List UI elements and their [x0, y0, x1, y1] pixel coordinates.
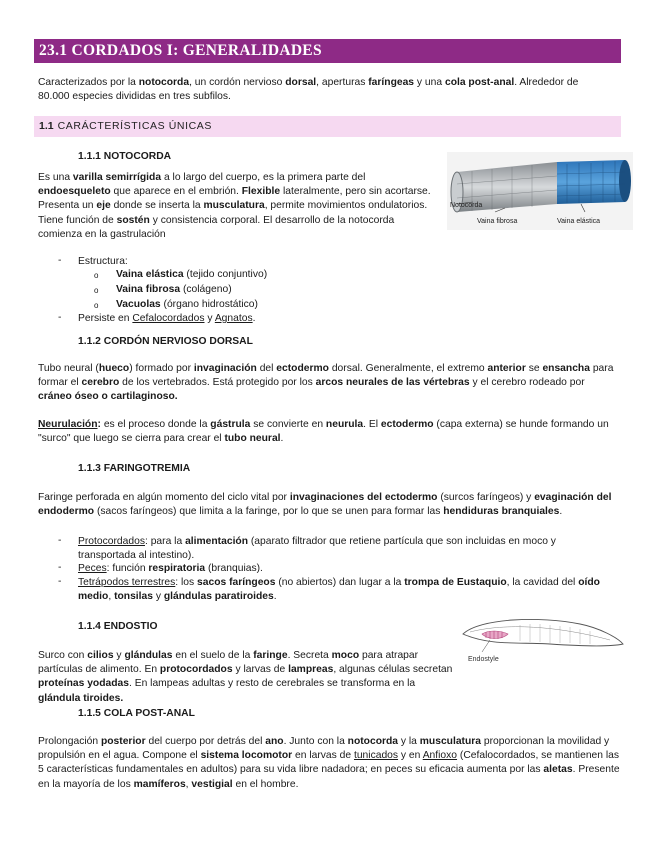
text-run: , [108, 591, 115, 603]
bold-term: posterior [100, 736, 146, 747]
section-label: CARÁCTERÍSTICAS ÚNICAS [57, 120, 212, 132]
underlined-term: Cefalocordados [132, 313, 205, 324]
text-run: Tubo neural ( [38, 363, 99, 374]
text-run: que aparece en el embrión. [110, 186, 242, 198]
text-run: . Junto con la [283, 736, 348, 747]
cola-heading: 1.1.5 COLA POST-ANAL [78, 708, 195, 719]
text-run: (sacos faríngeos) que limita a la faringe, por lo que se unen para formar las [94, 506, 444, 518]
list-dash: - [58, 535, 62, 546]
bold-term: gástrula [210, 419, 251, 430]
bold-term: glándulas [124, 650, 173, 661]
text-run: Prolongación [38, 736, 101, 747]
bold-term: oído medio [78, 577, 600, 603]
bold-term: Vacuolas [116, 299, 161, 310]
bold-term: notocorda [347, 736, 399, 747]
structure-item [116, 268, 267, 282]
underlined-term: tunicados [353, 750, 399, 762]
endostyle-illustration [460, 614, 626, 670]
faringo-item [78, 562, 263, 576]
faringo-item [78, 535, 598, 563]
bold-term: musculatura [419, 736, 481, 747]
text-run: de los vertebrados. Está protegido por los [119, 377, 316, 389]
text-run: es el proceso donde la [100, 419, 211, 430]
text-run: . Presente en la mayoría de los [38, 764, 620, 790]
list-dash: - [58, 312, 62, 323]
bold-term: faringe [253, 650, 288, 661]
bold-term: protocordados [159, 664, 233, 676]
text-run: Caracterizados por la [38, 77, 139, 88]
text-run: . [273, 591, 277, 603]
bold-term: hendiduras branquiales [443, 506, 560, 518]
bold-term: ectodermo [380, 419, 434, 430]
notocorda-illustration [447, 152, 633, 230]
bold-term: aletas [543, 764, 573, 776]
bold-term: invaginación [193, 363, 257, 374]
bold-term: lampreas [288, 664, 334, 676]
underlined-term: Peces [78, 563, 107, 574]
endostio-paragraph [38, 650, 452, 704]
text-run: donde se inserta la [110, 200, 204, 212]
text-run: : para la [144, 536, 186, 547]
text-run: . El [363, 419, 381, 430]
faringotremia-heading: 1.1.3 FARINGOTREMIA [78, 463, 191, 474]
bold-term: glándula tiroides. [38, 692, 124, 704]
endostio-heading: 1.1.4 ENDOSTIO [78, 621, 158, 632]
text-run: para atrapar partículas de alimento. En [38, 650, 419, 676]
bold-term: proteínas yodadas [38, 678, 129, 690]
bold-term: vestigial [191, 778, 233, 790]
text-run: se convierte en [250, 419, 326, 430]
bold-term: alimentación [185, 536, 249, 547]
text-run: y [152, 591, 164, 603]
text-run: (órgano hidrostático) [160, 299, 258, 310]
text-run: y la [398, 736, 420, 747]
label-endostyle: Endostyle [468, 656, 499, 663]
bold-term: dorsal [285, 77, 317, 88]
bold-term: : [97, 419, 101, 430]
text-run: Persiste en [78, 313, 133, 324]
text-run: proporcionan la movilidad y propulsión en el agua. Compone el [38, 736, 610, 762]
text-run: a lo largo del cuerpo, es la primera parte del [161, 172, 366, 183]
cola-paragraph [38, 735, 620, 792]
text-run: (surcos faríngeos) y [437, 492, 535, 503]
notocorda-paragraph [38, 171, 434, 242]
structure-label: Estructura: [78, 256, 128, 267]
bold-term: neurula [325, 419, 364, 430]
list-dash: - [58, 255, 62, 266]
text-run: y [204, 313, 215, 324]
bold-term: trompa de Eustaquio [404, 577, 507, 588]
text-run: y en [398, 750, 423, 762]
bold-term: Vaina fibrosa [116, 284, 181, 295]
text-run: y [113, 650, 125, 661]
text-run: en el hombre. [232, 778, 299, 790]
text-run: (aparato filtrador que retiene partícula que son incluidas en moco y transportada al intestino). [78, 536, 556, 562]
bold-term: endoesqueleto [38, 186, 111, 198]
bold-term: cilios [87, 650, 114, 661]
bold-term: musculatura [203, 200, 265, 212]
text-run: : función [106, 563, 149, 574]
bold-term: sistema locomotor [200, 750, 293, 762]
bold-term: glándulas paratiroides [163, 591, 274, 603]
text-run: , un cordón nervioso [189, 77, 286, 88]
bold-term: ensancha [542, 363, 590, 374]
text-run: . [252, 313, 256, 324]
text-run: se [525, 363, 543, 374]
bold-term: tubo neural [224, 433, 281, 445]
text-run: en el suelo de la [172, 650, 254, 661]
text-run: ) formado por [129, 363, 194, 374]
text-run: (capa externa) se hunde formando un "surco" que luego se cierra para crear el [38, 419, 609, 445]
bold-underlined-term: Neurulación [38, 419, 98, 430]
sub-bullet: o [94, 301, 99, 310]
label-notocorda: Notocorda [450, 202, 483, 209]
text-run: y larvas de [232, 664, 289, 676]
bold-term: invaginaciones del ectodermo [289, 492, 438, 503]
endostio-paragraph-lines [38, 649, 458, 706]
cordon-paragraph [38, 362, 618, 405]
bold-term: notocorda [138, 77, 190, 88]
bold-term: faríngeas [368, 77, 415, 88]
text-run: . Secreta [287, 650, 332, 661]
notocorda-heading: 1.1.1 NOTOCORDA [78, 151, 172, 162]
bold-term: anterior [487, 363, 526, 374]
text-run: para formar el [38, 363, 614, 389]
notocorda-figure [447, 152, 633, 230]
underlined-term: Protocordados [78, 536, 145, 547]
bold-term: cráneo óseo o cartilaginoso. [38, 391, 178, 403]
text-run: , aperturas [316, 77, 369, 88]
text-run: Surco con [38, 650, 88, 661]
endostyle-figure [460, 614, 626, 670]
bold-term: hueco [98, 363, 130, 374]
underlined-term: Agnatos [214, 313, 253, 324]
text-run: . En lampeas adultas y resto de cerebrales se transforma en la [128, 678, 416, 690]
text-run: y el cerebro rodeado por [469, 377, 585, 389]
text-run: (no abiertos) dan lugar a la [275, 577, 405, 588]
bold-term: cerebro [81, 377, 120, 389]
list-dash: - [58, 576, 62, 587]
text-run: del cuerpo por detrás del [145, 736, 266, 747]
bold-term: eje [96, 200, 111, 212]
chapter-title: 23.1 CORDADOS I: GENERALIDADES [34, 39, 621, 63]
text-run: lateralmente, pero sin acortarse. Presenta un [38, 186, 431, 212]
section-number: 1.1 [39, 120, 54, 132]
bold-term: varilla semirrígida [72, 172, 162, 183]
bold-term: Vaina elástica [116, 269, 184, 280]
sub-bullet: o [94, 286, 99, 295]
text-run: Es una [38, 172, 73, 183]
text-run: . Alrededor de 80.000 especies divididas en tres subfilos. [38, 77, 579, 103]
bold-term: evaginación del endodermo [38, 492, 612, 518]
text-run: (tejido conjuntivo) [183, 269, 268, 280]
bold-term: mamíferos [133, 778, 186, 790]
text-run: : los [175, 577, 198, 588]
label-vaina-elastica: Vaina elástica [557, 218, 601, 225]
intro-paragraph [38, 76, 608, 104]
sub-bullet: o [94, 271, 99, 280]
bold-term: sacos faríngeos [197, 577, 276, 588]
underlined-term: Anfioxo [422, 750, 458, 762]
text-run: del [256, 363, 277, 374]
text-run: y una [414, 77, 445, 88]
faringo-item [78, 576, 623, 604]
bold-term: arcos neurales de las vértebras [315, 377, 470, 389]
text-run: , permite movimientos ondulatorios. Tiene función de [38, 200, 428, 226]
bold-term: respiratoria [148, 563, 206, 574]
bold-term: Flexible [241, 186, 281, 198]
text-run: (branquias). [205, 563, 263, 574]
label-vaina-fibrosa: Vaina fibrosa [477, 218, 518, 225]
faringotremia-paragraph [38, 491, 620, 519]
bold-term: ano [265, 736, 284, 747]
text-run: (Cefalocordados, se mantienen las 5 características fundamentales en adultos) para su vida libre nadadora; en peces su eficacia aumenta por las [38, 750, 620, 776]
text-run: , la cavidad del [506, 577, 579, 588]
bold-term: sostén [116, 214, 150, 226]
text-run: y consistencia corporal. El desarrollo de la notocorda comienza en la gastrulación [38, 214, 395, 240]
bold-term: moco [331, 650, 360, 661]
text-run: , algunas células secretan [333, 664, 453, 676]
structure-item [116, 283, 232, 297]
neurulacion-paragraph [38, 418, 618, 446]
text-run: en larvas de [292, 750, 354, 762]
list-dash: - [58, 562, 62, 573]
bold-term: tonsilas [114, 591, 153, 603]
text-run: , [185, 778, 192, 790]
text-run: . [559, 506, 563, 518]
persists-item [78, 312, 255, 326]
text-run: dorsal. Generalmente, el extremo [328, 363, 488, 374]
structure-item [116, 298, 258, 312]
text-run: . [280, 433, 284, 445]
section-heading [34, 116, 621, 137]
bold-term: cola post-anal [444, 77, 515, 88]
text-run: Faringe perforada en algún momento del ciclo vital por [38, 492, 290, 503]
text-run: (colágeno) [180, 284, 232, 295]
underlined-term: Tetrápodos terrestres [78, 577, 176, 588]
bold-term: ectodermo [276, 363, 329, 374]
cordon-heading: 1.1.2 CORDÓN NERVIOSO DORSAL [78, 336, 253, 347]
